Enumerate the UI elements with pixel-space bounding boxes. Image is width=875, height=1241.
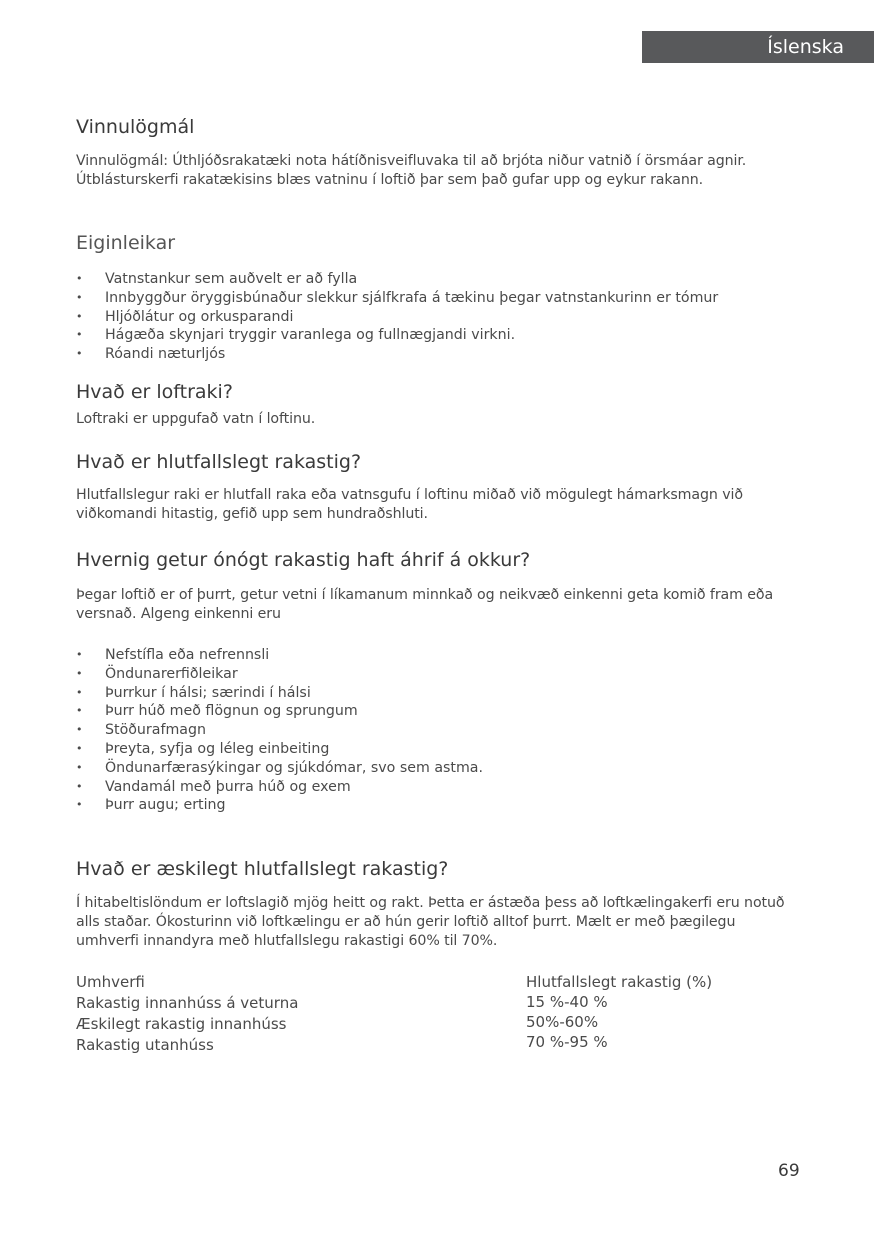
- table-header: Hlutfallslegt rakastig (%): [526, 973, 713, 991]
- heading-humidity: Hvað er loftraki?: [76, 381, 233, 403]
- heading-principle: Vinnulögmál: [76, 116, 195, 138]
- paragraph-effects: Þegar loftið er of þurrt, getur vetni í líkamanum minnkað og neikvæð einkenni geta komið fram eða versnað. Algeng einkenni eru: [76, 587, 774, 622]
- paragraph-principle: Vinnulögmál: Úthljóðsrakatæki nota hátíðnisveifluvaka til að brjóta niður vatnið í örsmáar agnir. Útblásturskerfi rakatækisins blæs vatninu í loftið þar sem það gufar upp og eykur rakann.: [76, 153, 747, 188]
- list-item: • Vandamál með þurra húð og exem: [76, 778, 483, 797]
- list-item: • Þurr húð með flögnun og sprungum: [76, 702, 483, 721]
- page-number: 69: [778, 1161, 800, 1181]
- table-cell: Æskilegt rakastig innanhúss: [76, 1015, 287, 1033]
- list-item: • Öndunarfærasýkingar og sjúkdómar, svo sem astma.: [76, 759, 483, 778]
- list-item: • Hljóðlátur og orkusparandi: [76, 308, 718, 327]
- heading-effects: Hvernig getur ónógt rakastig haft áhrif á okkur?: [76, 549, 531, 571]
- list-item: • Þurrkur í hálsi; særindi í hálsi: [76, 684, 483, 703]
- table-cell: Rakastig utanhúss: [76, 1036, 214, 1054]
- list-item: • Innbyggður öryggisbúnaður slekkur sjálfkrafa á tækinu þegar vatnstankurinn er tómur: [76, 289, 718, 308]
- paragraph-humidity: Loftraki er uppgufað vatn í loftinu.: [76, 411, 316, 427]
- list-item: • Þreyta, syfja og léleg einbeiting: [76, 740, 483, 759]
- features-list: [76, 270, 718, 364]
- paragraph-desired: Í hitabeltislöndum er loftslagið mjög heitt og rakt. Þetta er ástæða þess að loftkælingakerfi eru notuð alls staðar. Ókosturinn við loftkælingu er að hún gerir loftið alltof þurrt. Mælt er með þægilegu umhverfi innandyra með hlutfallslegu rakastigi 60% til 70%.: [76, 895, 785, 949]
- heading-relative-humidity: Hvað er hlutfallslegt rakastig?: [76, 451, 362, 473]
- list-item: • Stöðurafmagn: [76, 721, 483, 740]
- heading-features: Eiginleikar: [76, 232, 176, 254]
- symptoms-list: [76, 646, 483, 815]
- list-item: • Hágæða skynjari tryggir varanlega og fullnægjandi virkni.: [76, 326, 718, 345]
- list-item: • Nefstífla eða nefrennsli: [76, 646, 483, 665]
- paragraph-relative-humidity: Hlutfallslegur raki er hlutfall raka eða vatnsgufu í loftinu miðað við mögulegt hámarksmagn við viðkomandi hitastig, gefið upp sem hundraðshluti.: [76, 487, 743, 522]
- table-cell: 50%-60%: [526, 1013, 599, 1031]
- list-item: • Þurr augu; erting: [76, 796, 483, 815]
- table-cell: Rakastig innanhúss á veturna: [76, 994, 299, 1012]
- list-item: • Öndunarerfiðleikar: [76, 665, 483, 684]
- table-cell: 15 %-40 %: [526, 993, 608, 1011]
- heading-desired: Hvað er æskilegt hlutfallslegt rakastig?: [76, 858, 449, 880]
- table-cell: 70 %-95 %: [526, 1033, 608, 1051]
- table-header: Umhverfi: [76, 973, 145, 991]
- list-item: • Vatnstankur sem auðvelt er að fylla: [76, 270, 718, 289]
- table-column-environment: [76, 972, 298, 1056]
- language-tab: Íslenska: [642, 31, 874, 63]
- table-column-humidity: [526, 972, 712, 1052]
- list-item: • Róandi næturljós: [76, 345, 718, 364]
